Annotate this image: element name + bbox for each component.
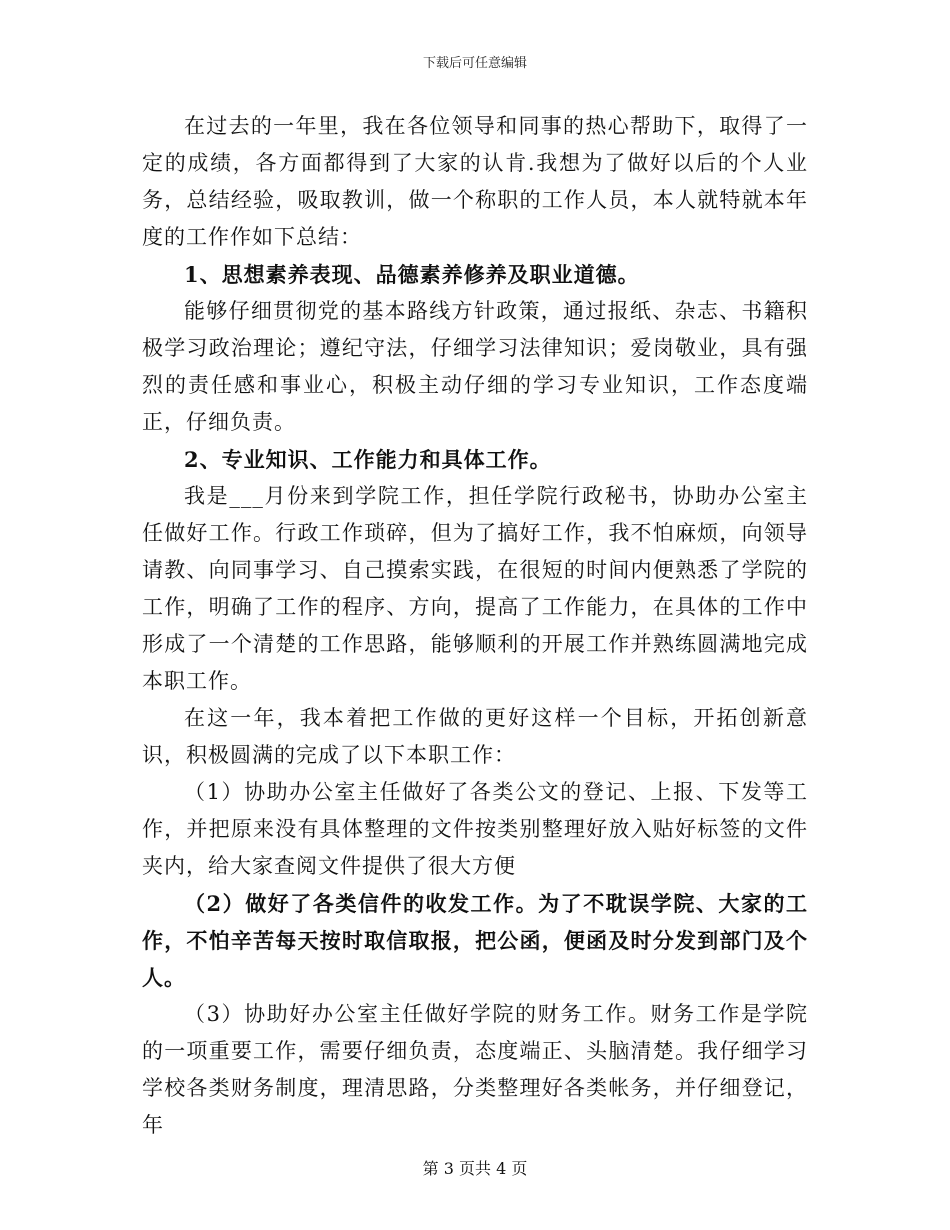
section-heading-2: 2、专业知识、工作能力和具体工作。 <box>184 447 552 472</box>
document-body <box>142 108 808 1144</box>
paragraph-goal: 在这一年，我本着把工作做的更好这样一个目标，开拓创新意识，积极圆满的完成了以下本职工作： <box>142 706 808 767</box>
section-heading-1: 1、思想素养表现、品德素养修养及职业道德。 <box>184 262 640 287</box>
list-item-1: （1）协助办公室主任做好了各类公文的登记、上报、下发等工作，并把原来没有具体整理的文件按类别整理好放入贴好标签的文件夹内，给大家查阅文件提供了很大方便 <box>142 780 808 878</box>
page-footer: 第 3 页共 4 页 <box>422 1159 528 1178</box>
list-item-3: （3）协助好办公室主任做好学院的财务工作。财务工作是学院的一项重要工作，需要仔细负责，态度端正、头脑清楚。我仔细学习学校各类财务制度，理清思路，分类整理好各类帐务，并仔细登记，年 <box>142 1002 808 1137</box>
paragraph-work-start: 我是___月份来到学院工作，担任学院行政秘书，协助办公室主任做好工作。行政工作琐碎，但为了搞好工作，我不怕麻烦，向领导请教、向同事学习、自己摸索实践，在很短的时间内便熟悉了学院的工作，明确了工作的程序、方向，提高了工作能力，在具体的工作中形成了一个清楚的工作思路，能够顺利的开展工作并熟练圆满地完成本职工作。 <box>142 484 808 693</box>
page-header: 下载后可任意编辑 <box>422 56 527 71</box>
list-item-2: （2）做好了各类信件的收发工作。为了不耽误学院、大家的工作，不怕辛苦每天按时取信取报，把公函，便函及时分发到部门及个人。 <box>142 891 808 990</box>
paragraph-ethics: 能够仔细贯彻党的基本路线方针政策，通过报纸、杂志、书籍积极学习政治理论；遵纪守法，仔细学习法律知识；爱岗敬业，具有强烈的责任感和事业心，积极主动仔细的学习专业知识，工作态度端正，仔细负责。 <box>142 299 808 434</box>
paragraph-intro: 在过去的一年里，我在各位领导和同事的热心帮助下，取得了一定的成绩，各方面都得到了大家的认肯.我想为了做好以后的个人业务，总结经验，吸取教训，做一个称职的工作人员，本人就特就本年度的工作作如下总结： <box>142 114 808 249</box>
